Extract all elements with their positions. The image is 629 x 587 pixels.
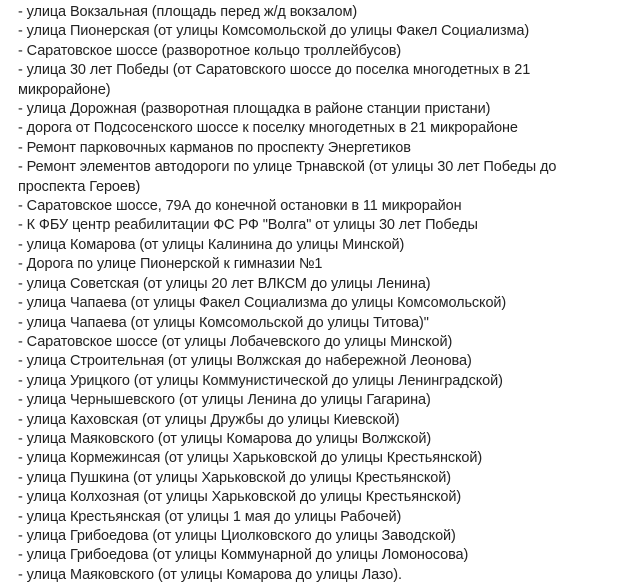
list-item: - улица Маяковского (от улицы Комарова до улицы Лазо). bbox=[18, 566, 402, 583]
list-item: - К ФБУ центр реабилитации ФС РФ "Волга" от улицы 30 лет Победы bbox=[18, 217, 478, 234]
list-item: - улица Советская (от улицы 20 лет ВЛКСМ до улицы Ленина) bbox=[18, 275, 431, 292]
list-item: - улица Строительная (от улицы Волжская до набережной Леонова) bbox=[18, 353, 472, 370]
list-item: - улица Колхозная (от улицы Харьковской до улицы Крестьянской) bbox=[18, 489, 462, 506]
list-item: - Ремонт парковочных карманов по проспекту Энергетиков bbox=[18, 139, 411, 156]
list-item: - улица Грибоедова (от улицы Коммунарной до улицы Ломоносова) bbox=[18, 547, 469, 564]
list-item: - улица Маяковского (от улицы Комарова до улицы Волжской) bbox=[18, 430, 432, 447]
list-item: - улица Урицкого (от улицы Коммунистической до улицы Ленинградской) bbox=[18, 372, 503, 389]
list-item: - дорога от Подсосенского шоссе к поселку многодетных в 21 микрорайоне bbox=[18, 120, 518, 137]
road-repair-list bbox=[18, 3, 626, 585]
list-item: - Ремонт элементов автодороги по улице Трнавской (от улицы 30 лет Победы до проспекта Героев) bbox=[18, 159, 557, 195]
list-item: - Саратовское шоссе (от улицы Лобачевского до улицы Минской) bbox=[18, 333, 453, 350]
list-item: - улица Комарова (от улицы Калинина до улицы Минской) bbox=[18, 236, 405, 253]
list-item: - улица Пионерская (от улицы Комсомольской до улицы Факел Социализма) bbox=[18, 23, 530, 40]
list-item: - улица Чапаева (от улицы Факел Социализма до улицы Комсомольской) bbox=[18, 295, 507, 312]
list-item: - Саратовское шоссе, 79А до конечной остановки в 11 микрорайон bbox=[18, 198, 462, 215]
list-item: - улица Дорожная (разворотная площадка в районе станции пристани) bbox=[18, 101, 491, 118]
list-item: - улица Чернышевского (от улицы Ленина до улицы Гагарина) bbox=[18, 392, 431, 409]
list-item: - улица Пушкина (от улицы Харьковской до улицы Крестьянской) bbox=[18, 469, 451, 486]
list-item: - улица Кормежинсая (от улицы Харьковской до улицы Крестьянской) bbox=[18, 450, 483, 467]
list-item: - улица Крестьянская (от улицы 1 мая до улицы Рабочей) bbox=[18, 508, 402, 525]
list-item: - Саратовское шоссе (разворотное кольцо троллейбусов) bbox=[18, 42, 402, 59]
list-item: - улица Каховская (от улицы Дружбы до улицы Киевской) bbox=[18, 411, 400, 428]
list-item: - улица 30 лет Победы (от Саратовского шоссе до поселка многодетных в 21 микрорайоне) bbox=[18, 62, 531, 98]
list-item: - улица Вокзальная (площадь перед ж/д вокзалом) bbox=[18, 4, 358, 20]
list-item: - улица Грибоедова (от улицы Циолковского до улицы Заводской) bbox=[18, 527, 456, 544]
list-item: - Дорога по улице Пионерской к гимназии №1 bbox=[18, 256, 323, 273]
list-item: - улица Чапаева (от улицы Комсомольской до улицы Титова)" bbox=[18, 314, 429, 331]
